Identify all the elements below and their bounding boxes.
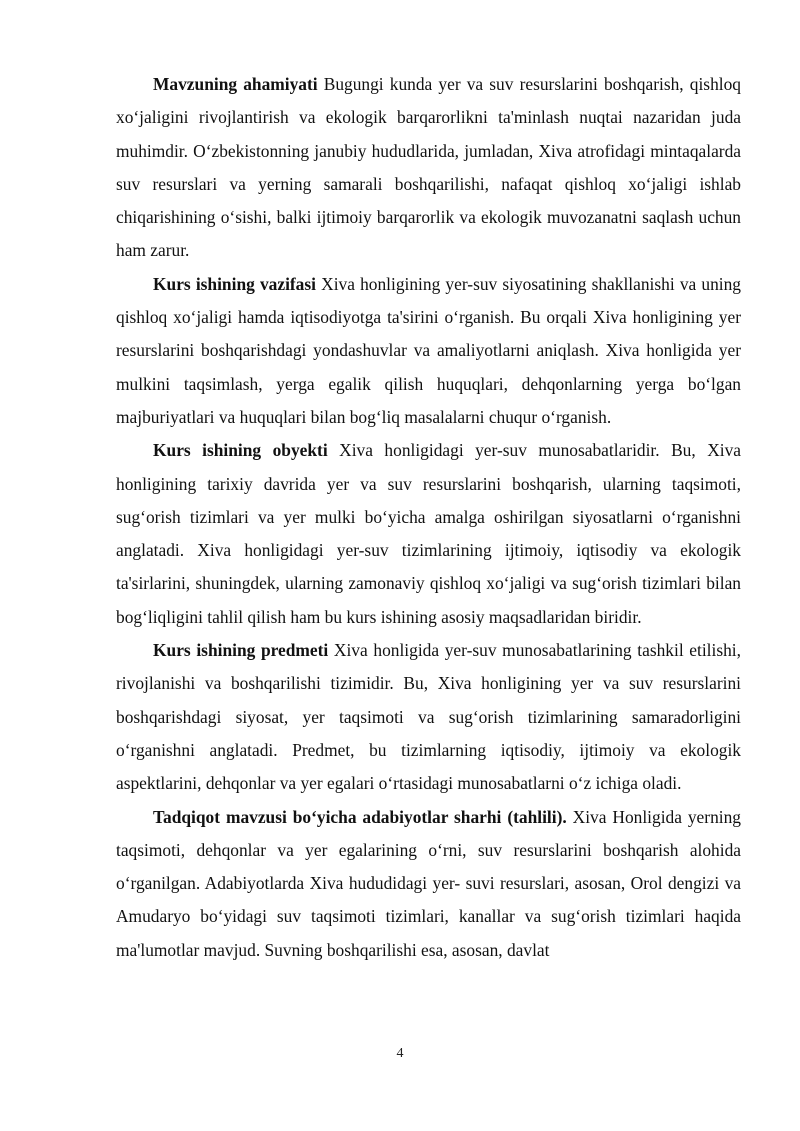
paragraph-heading: Mavzuning ahamiyati [153, 74, 318, 94]
paragraph-heading: Tadqiqot mavzusi bo‘yicha adabiyotlar sharhi (tahlili). [153, 806, 567, 827]
paragraph-adabiyotlar-sharhi [116, 801, 741, 967]
paragraph-text: Xiva honligidagi yer-suv munosabatlaridir. Bu, Xiva honligining tarixiy davrida yer va suv resurslarini boshqarish, ularning taqsimoti, sug‘orish tizimlari va yer mulki bo‘yicha amalga oshirilgan siyosatlarni o‘rganishni anglatadi. Xiva honligidagi yer-suv tizimlarining ijtimoiy, iqtisodiy va ekologik ta'sirlarini, shuningdek, ularning zamonaviy qishloq xo‘jaligi va sug‘orish tizimlari bilan bog‘liqligini tahlil qilish ham bu kurs ishining asosiy maqsadlaridan biridir. [116, 440, 742, 627]
paragraph-text: Bugungi kunda yer va suv resurslarini boshqarish, qishloq xo‘jaligini rivojlantirish va ekologik barqarorlikni ta'minlash nuqtai nazaridan juda muhimdir. O‘zbekistonning janubiy hududlarida, jumladan, Xiva atrofidagi mintaqalarda suv resurslari va yerning samarali boshqarilishi, nafaqat qishloq xo‘jaligi ishlab chiqarishining o‘sishi, balki ijtimoiy barqarorlik va ekologik muvozanatni saqlash uchun ham zarur. [116, 74, 741, 261]
document-body [116, 68, 741, 967]
page-number: 4 [396, 1046, 404, 1061]
paragraph-heading: Kurs ishining predmeti [153, 640, 329, 661]
paragraph-heading: Kurs ishining obyekti [153, 440, 328, 461]
paragraph-kurs-ishining-vazifasi [116, 268, 741, 434]
paragraph-kurs-ishining-predmeti [116, 634, 741, 800]
paragraph-text: Xiva honligining yer-suv siyosatining shakllanishi va uning qishloq xo‘jaligi hamda iqtisodiyotga ta'sirini o‘rganish. Bu orqali Xiva honligining yer resurslarini boshqarishdagi yondashuvlar va amaliyotlarni aniqlash. Xiva honligida yer mulkini taqsimlash, yerga egalik qilish huquqlari, dehqonlarning yerga bo‘lgan majburiyatlari va huquqlari bilan bog‘liq masalalarni chuqur o‘rganish. [116, 273, 741, 427]
paragraph-text: Xiva honligida yer-suv munosabatlarining tashkil etilishi, rivojlanishi va boshqarilishi tizimidir. Bu, Xiva honligining yer va suv resurslarini boshqarishdagi siyosat, yer taqsimoti va sug‘orish tizimlarining samaradorligini o‘rganishni anglatadi. Predmet, bu tizimlarning iqtisodiy, ijtimoiy va ekologik aspektlarini, dehqonlar va yer egalari o‘rtasidagi munosabatlarni o‘z ichiga oladi. [116, 640, 741, 794]
paragraph-mavzuning-ahamiyati [116, 68, 741, 268]
paragraph-heading: Kurs ishining vazifasi [153, 273, 316, 294]
paragraph-kurs-ishining-obyekti [116, 434, 741, 634]
paragraph-text: Xiva Honligida yerning taqsimoti, dehqonlar va yer egalarining o‘rni, suv resurslarini boshqarish alohida o‘rganilgan. Adabiyotlarda Xiva hududidagi yer- suvi resurslari, asosan, Orol dengizi va Amudaryo bo‘yidagi suv taqsimoti tizimlari, kanallar va sug‘orish tizimlari haqida ma'lumotlar mavjud. Suvning boshqarilishi esa, asosan, davlat [116, 806, 741, 960]
